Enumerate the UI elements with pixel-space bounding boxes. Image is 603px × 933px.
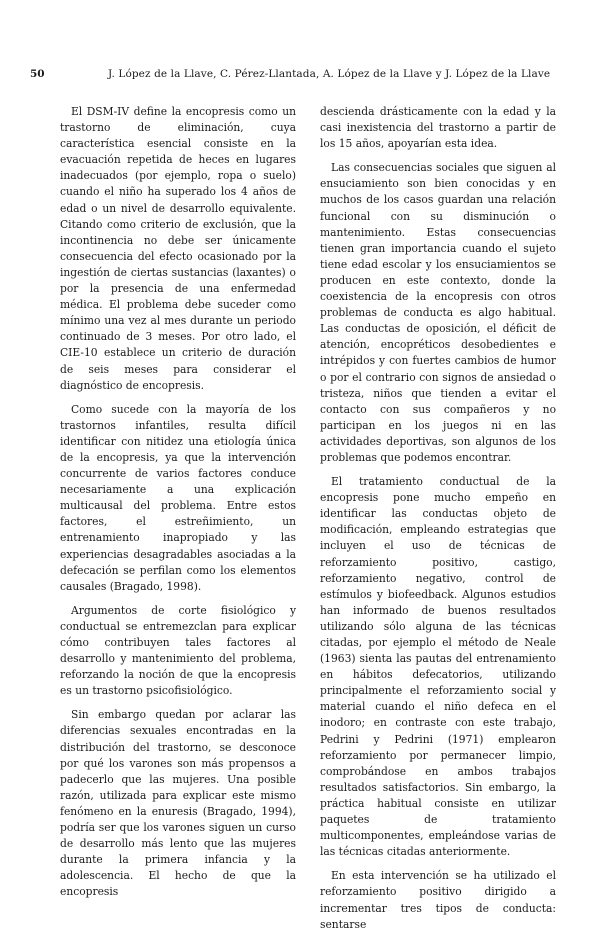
running-header-authors: J. López de la Llave, C. Pérez-Llantada, A. López de la Llave y J. López de la Llave — [108, 68, 551, 80]
paragraph: Sin embargo quedan por aclarar las diferencias sexuales encontradas en la distribución del trastorno, se desconoce por qué los varones son más propensos a padecerlo que las mujeres. Una posible razón, utilizada para explicar este mismo fenómeno en la enuresis (Bragado, 1994), podría ser que los varones siguen un curso de desarrollo más lento que las mujeres durante la primera infancia y la adolescencia. El hecho de que la encopresis — [60, 708, 296, 899]
page-number: 50 — [30, 68, 45, 80]
paragraph: Argumentos de corte fisiológico y conductual se entremezclan para explicar cómo contribuyen tales factores al desarrollo y mantenimiento del problema, reforzando la noción de que la encopresis es un trastorno psicofisiológico. — [60, 603, 296, 698]
paragraph-continued: descienda drásticamente con la edad y la casi inexistencia del trastorno a partir de los 15 años, apoyarían esta idea. — [320, 105, 556, 151]
paragraph: Las consecuencias sociales que siguen al ensuciamiento son bien conocidas y en muchos de los casos guardan una relación funcional con su disminución o mantenimiento. Estas consecuencias tienen gran importancia cuando el sujeto tiene edad escolar y los ensuciamientos se producen en este contexto, donde la coexistencia de la encopresis con otros problemas de conducta es algo habitual. Las conductas de oposición, el déficit de atención, encopréticos desobedientes e intrépidos y con fuertes cambios de humor o por el contrario con signos de ansiedad o tristeza, niños que tienden a evitar el contacto con sus compañeros y no participan en los juegos ni en las actividades deportivas, son algunos de los problemas que podemos encontrar. — [320, 161, 556, 464]
paragraph: En esta intervención se ha utilizado el reforzamiento positivo dirigido a incrementar tres tipos de conducta: sentarse — [320, 869, 556, 931]
running-header — [30, 66, 570, 82]
paragraph: Como sucede con la mayoría de los trastornos infantiles, resulta difícil identificar con nitidez una etiología única de la encopresis, ya que la intervención concurrente de varios factores conduce necesariamente a una explicación multicausal del problema. Entre estos factores, el estreñimiento, un entrenamiento inapropiado y las experiencias desagradables asociadas a la defecación se perfilan como los elementos causales (Bragado, 1998). — [60, 402, 296, 593]
right-column — [320, 104, 556, 933]
left-column — [60, 104, 296, 901]
paragraph: El DSM-IV define la encopresis como un trastorno de eliminación, cuya característica esencial consiste en la evacuación repetida de heces en lugares inadecuados (por ejemplo, ropa o suelo) cuando el niño ha superado los 4 años de edad o un nivel de desarrollo equivalente. Citando como criterio de exclusión, que la incontinencia no debe ser únicamente consecuencia del efecto ocasionado por la ingestión de ciertas sustancias (laxantes) o por la presencia de una enfermedad médica. El problema debe suceder como mínimo una vez al mes durante un periodo continuado de 3 meses. Por otro lado, el CIE-10 establece un criterio de duración de seis meses para considerar el diagnóstico de encopresis. — [60, 105, 296, 392]
paragraph: El tratamiento conductual de la encopresis pone mucho empeño en identificar las conductas objeto de modificación, empleando estrategias que incluyen el uso de técnicas de reforzamiento positivo, castigo, reforzamiento negativo, control de estímulos y biofeedback. Algunos estudios han informado de buenos resultados utilizando sólo alguna de las técnicas citadas, por ejemplo el método de Neale (1963) sienta las pautas del entrenamiento en hábitos defecatorios, utilizando principalmente el reforzamiento social y material cuando el niño defeca en el inodoro; en contraste con este trabajo, Pedrini y Pedrini (1971) emplearon reforzamiento por permanecer limpio, comprobándose en ambos trabajos resultados satisfactorios. Sin embargo, la práctica habitual consiste en utilizar paquetes de tratamiento multicomponentes, empleándose varias de las técnicas citadas anteriormente. — [320, 475, 556, 859]
